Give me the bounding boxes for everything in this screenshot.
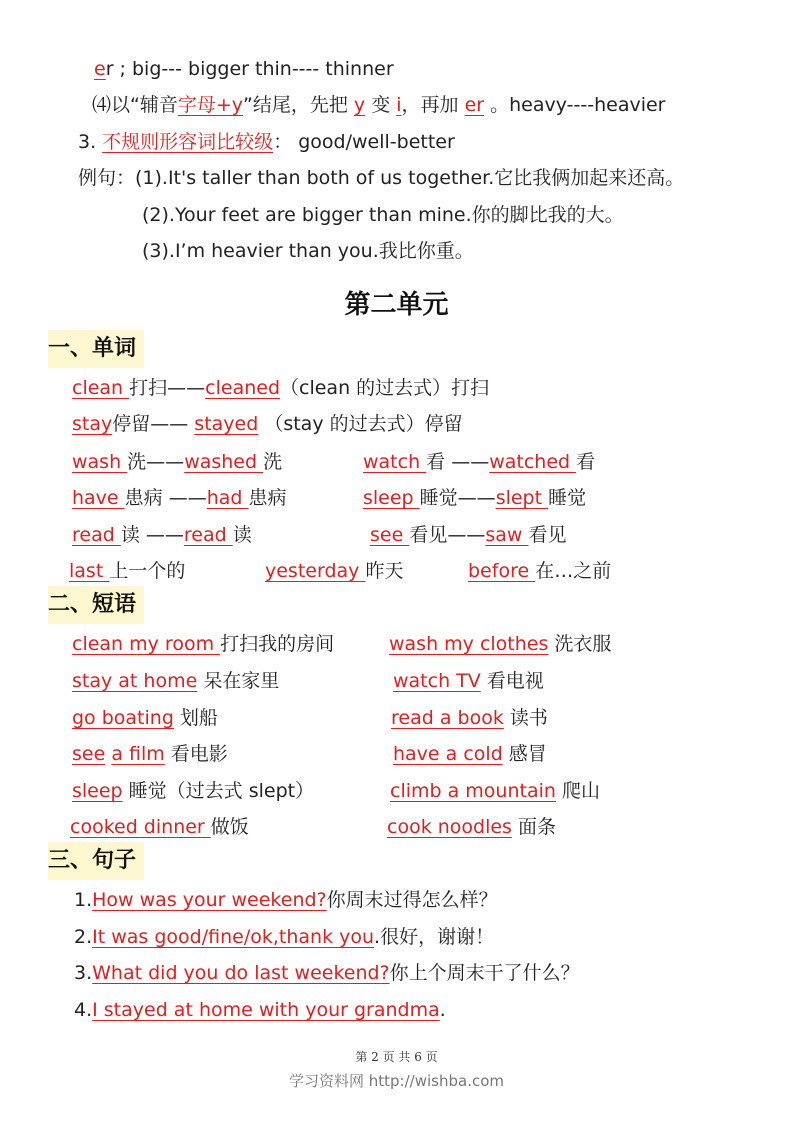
rule-4-line — [92, 92, 666, 118]
er-suffix: e — [94, 58, 106, 80]
phrase-en: watch TV — [393, 670, 481, 692]
word-en-past: watched — [489, 451, 577, 473]
sentence-3 — [74, 960, 580, 986]
phrase-en: read a book — [391, 707, 504, 729]
phrase-en-b: a film — [111, 743, 165, 765]
word-en-past: saw — [485, 524, 529, 546]
rule-3-num: 3. — [78, 131, 103, 153]
sentence-4 — [74, 997, 446, 1023]
word-en-past: stayed — [194, 413, 259, 435]
sentence-en: I stayed at home with your grandma — [92, 999, 440, 1021]
rule-4-red-er: er — [464, 94, 485, 116]
word-zh-past: 读 — [232, 524, 252, 546]
phrase-clean-my-room — [72, 631, 334, 657]
word-en: read — [72, 524, 121, 546]
phrase-wash-my-clothes — [389, 631, 611, 657]
rule-4-red-a: 字母+y — [177, 94, 244, 116]
phrase-zh: 做饭 — [210, 816, 249, 838]
word-en-past: read — [183, 524, 233, 546]
rule-4-text-d: ，再加 — [401, 94, 465, 116]
phrase-en: go boating — [72, 707, 174, 729]
word-zh-past: （stay 的过去式）停留 — [258, 413, 463, 435]
rule-4-text-e: 。heavy----heavier — [484, 94, 666, 116]
word-zh: 在…之前 — [535, 560, 612, 582]
sentence-en: What did you do last weekend? — [92, 962, 390, 984]
phrase-zh: 看电影 — [164, 743, 228, 765]
page-footer: 第 2 页 共 6 页 — [355, 1050, 438, 1064]
word-zh: 看 —— — [426, 451, 490, 473]
phrase-en: clean my room — [72, 633, 221, 655]
word-zh: 昨天 — [365, 560, 404, 582]
word-en: yesterday — [265, 560, 366, 582]
sentence-num: 3. — [74, 962, 93, 984]
phrase-zh: 看电视 — [480, 670, 544, 692]
phrase-see-a-film — [72, 741, 228, 767]
phrase-zh: 读书 — [503, 707, 548, 729]
phrase-zh: 感冒 — [502, 743, 547, 765]
sentence-num: 4. — [74, 999, 93, 1021]
phrase-zh: 划船 — [173, 707, 218, 729]
word-zh: 读 —— — [120, 524, 184, 546]
rule-4-text-c: 变 — [365, 94, 397, 116]
phrase-en: wash my clothes — [389, 633, 549, 655]
phrase-stay-at-home — [72, 668, 279, 694]
word-en: last — [69, 560, 110, 582]
word-en-past: slept — [495, 487, 549, 509]
phrase-zh: 洗衣服 — [548, 633, 612, 655]
section-sentences-heading: 三、句子 — [48, 842, 144, 880]
word-zh: 停留—— — [112, 413, 195, 435]
phrase-en: see — [72, 743, 106, 765]
phrase-en: climb a mountain — [390, 780, 556, 802]
word-en: before — [468, 560, 536, 582]
section-phrases-heading: 二、短语 — [48, 586, 144, 624]
rule-4-red-i: i — [396, 94, 402, 116]
phrase-cook-noodles — [387, 814, 556, 840]
rule-3-line — [78, 129, 455, 155]
word-row-watch — [363, 449, 595, 475]
rule-er-line — [94, 56, 394, 82]
phrase-go-boating — [72, 705, 218, 731]
word-row-have — [72, 485, 287, 511]
word-row-read — [72, 522, 252, 548]
word-zh-past: 看见 — [528, 524, 567, 546]
word-zh-past: 看 — [576, 451, 596, 473]
word-zh-past: 睡觉 — [548, 487, 587, 509]
word-zh: 上一个的 — [109, 560, 186, 582]
word-row-before — [468, 558, 611, 584]
rule-4-text-b: ”结尾，先把 — [243, 94, 354, 116]
sentence-num: 1. — [74, 889, 93, 911]
example-1: 例句：(1).It's taller than both of us together.它比我俩加起来还高。 — [78, 167, 685, 189]
word-en: have — [72, 487, 125, 509]
word-en-past: washed — [184, 451, 264, 473]
word-row-clean — [72, 375, 489, 401]
rule-er-text: r ; big--- bigger thin---- thinner — [105, 58, 394, 80]
section-words-heading: 一、单词 — [48, 330, 144, 368]
rule-4-text-a: ⑷以“辅音 — [92, 94, 178, 116]
phrase-zh: 呆在家里 — [197, 670, 280, 692]
phrase-climb-a-mountain — [390, 778, 600, 804]
word-en-past: cleaned — [205, 377, 281, 399]
watermark-link[interactable]: 学习资料网 http://wishba.com — [289, 1072, 504, 1090]
example-3: (3).I’m heavier than you.我比你重。 — [142, 240, 474, 262]
sentence-en: How was your weekend? — [92, 889, 327, 911]
phrase-read-a-book — [391, 705, 548, 731]
word-en-past: had — [206, 487, 249, 509]
phrase-zh: 爬山 — [555, 780, 600, 802]
sentence-zh: 你上个周末干了什么？ — [389, 962, 580, 984]
word-en: see — [370, 524, 410, 546]
phrase-en: stay at home — [72, 670, 198, 692]
phrase-en: sleep — [72, 780, 123, 802]
rule-3-red: 不规则形容词比较级 — [102, 131, 274, 153]
word-zh: 洗—— — [127, 451, 185, 473]
sentence-num: 2. — [74, 926, 93, 948]
word-zh: 患病 —— — [124, 487, 207, 509]
word-zh-past: （clean 的过去式）打扫 — [280, 377, 490, 399]
rule-3-rest: ： good/well-better — [273, 131, 455, 153]
word-en: watch — [363, 451, 427, 473]
phrase-have-a-cold — [393, 741, 547, 767]
word-row-last — [69, 558, 185, 584]
phrase-cooked-dinner — [70, 814, 249, 840]
word-zh: 看见—— — [409, 524, 486, 546]
word-en: clean — [72, 377, 130, 399]
word-zh-past: 洗 — [263, 451, 283, 473]
phrase-en: cooked dinner — [70, 816, 211, 838]
word-row-sleep — [363, 485, 586, 511]
word-row-stay — [72, 411, 463, 437]
unit-title: 第二单元 — [344, 290, 449, 320]
phrase-sleep — [72, 778, 314, 804]
sentence-zh: . — [439, 999, 446, 1021]
phrase-en: have a cold — [393, 743, 503, 765]
word-zh: 睡觉—— — [419, 487, 496, 509]
example-2: (2).Your feet are bigger than mine.你的脚比我的大。 — [142, 204, 624, 226]
word-row-yesterday — [265, 558, 403, 584]
word-row-see — [370, 522, 566, 548]
rule-4-red-y: y — [353, 94, 366, 116]
sentence-zh: .很好，谢谢！ — [374, 926, 495, 948]
word-en: wash — [72, 451, 128, 473]
word-zh: 打扫—— — [129, 377, 206, 399]
sentence-2 — [74, 924, 494, 950]
sentence-1 — [74, 887, 498, 913]
phrase-zh: 面条 — [511, 816, 557, 838]
phrase-watch-tv — [393, 668, 544, 694]
sentence-zh: 你周末过得怎么样？ — [326, 889, 498, 911]
word-en: stay — [72, 413, 113, 435]
word-zh-past: 患病 — [248, 487, 287, 509]
sentence-en: It was good/fine/ok,thank you — [92, 926, 375, 948]
phrase-en: cook noodles — [387, 816, 512, 838]
phrase-zh: 打扫我的房间 — [220, 633, 335, 655]
word-row-wash — [72, 449, 282, 475]
phrase-zh: 睡觉（过去式 slept） — [122, 780, 315, 802]
word-en: sleep — [363, 487, 420, 509]
